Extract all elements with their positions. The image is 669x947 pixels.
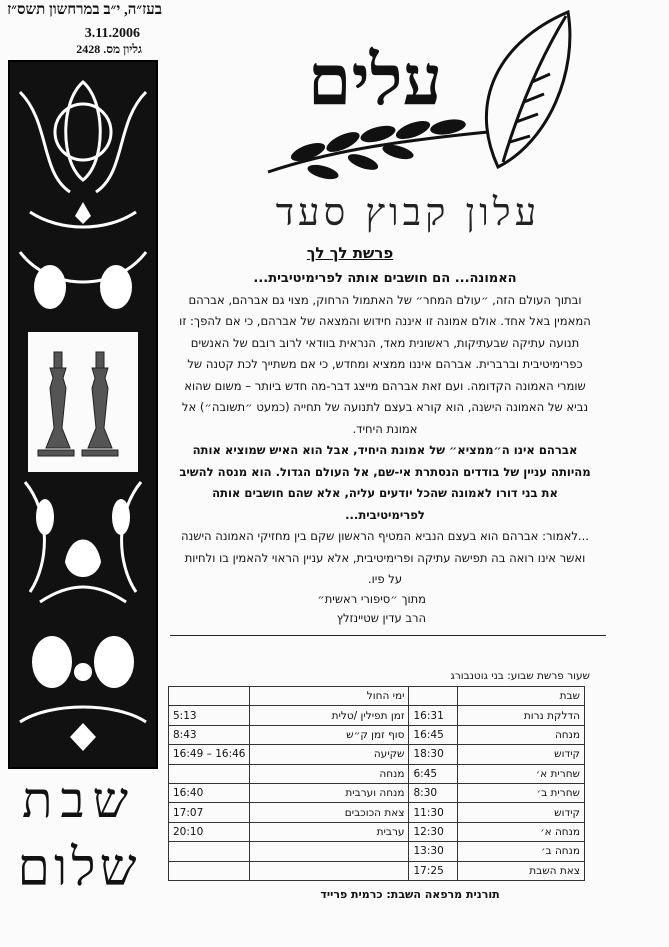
table-cell: 13:30 (409, 842, 458, 861)
masthead-title: עלים (307, 38, 443, 121)
table-cell (169, 687, 250, 706)
shabbat-greeting-word2: שלום (17, 838, 141, 898)
table-cell: מנחה ב׳ (458, 842, 585, 861)
table-cell: 16:46 – 16:49 (169, 745, 250, 764)
table-row (169, 725, 585, 744)
torah-lesson-teacher: שעור פרשת שבוע: בני גוטנבורג (450, 670, 590, 682)
shabbat-header: שבת (458, 687, 585, 706)
prayer-times-table (168, 686, 585, 881)
table-cell: 11:30 (409, 803, 458, 822)
table-cell (169, 842, 250, 861)
gregorian-date: 3.11.2006 (84, 26, 140, 41)
table-row (169, 745, 585, 764)
papercut-floral-pattern (8, 60, 158, 769)
table-cell: צאת הכוכבים (250, 803, 409, 822)
table-cell: 6:45 (409, 764, 458, 783)
table-cell (250, 842, 409, 861)
table-cell: 16:31 (409, 706, 458, 725)
source-author: הרב עדין שטיינזלץ (336, 611, 426, 625)
weekday-header: ימי החול (250, 687, 409, 706)
table-cell: הדלקת נרות (458, 706, 585, 725)
papercut-pattern-graphic (10, 62, 156, 767)
issue-number: גליון מס. 2428 (76, 42, 142, 56)
table-row (169, 764, 585, 783)
table-cell: 17:25 (409, 861, 458, 880)
article (176, 268, 594, 591)
table-cell: מנחה וערבית (250, 783, 409, 802)
table-cell: מנחה (250, 764, 409, 783)
table-cell: שחרית א׳ (458, 764, 585, 783)
table-header-row (169, 687, 585, 706)
table-cell: סוף זמן ק״ש (250, 725, 409, 744)
table-cell: 8:30 (409, 783, 458, 802)
table-row (169, 706, 585, 725)
clinic-duty-note: תורנית מרפאה השבת: כרמית פרייד (320, 888, 500, 901)
article-paragraph-1: ובתוך העולם הזה, ״עולם המחר״ של האתמול הרחוק, מצוי גם אברהם, אברהם המאמין באל אחד. אולם אמונה זו איננה חידוש והמצאה של אברהם, כי אם להפך: זו תנועה עתיקה שבעתיקות, ראשונית מאד, הנראית בוודאי לרוב רובם של האנשים כפרימיטיבית וברברית. אברהם איננו ממציא ומחדש, כי אם משתייך לכת קטנה של שומרי האמונה הקדומה. ועם זאת אברהם מייצג דבר-מה חדש ביותר – משום שהוא נביא של האמונה הישנה, הוא קורא בעצם לתנועה של תחייה (כמעט ״תשובה״) אל אמונת היחיד. (179, 292, 591, 436)
source-book: מתוך ״סיפורי ראשית״ (317, 592, 426, 606)
table-cell (409, 687, 458, 706)
table-cell: ערבית (250, 822, 409, 841)
table-cell: צאת השבת (458, 861, 585, 880)
table-cell: קידוש (458, 745, 585, 764)
table-row (169, 842, 585, 861)
table-cell: 20:10 (169, 822, 250, 841)
article-title: האמונה... הם חושבים אותה לפרימיטיבית... (253, 271, 517, 286)
table-cell: מנחה א׳ (458, 822, 585, 841)
table-cell: 8:43 (169, 725, 250, 744)
hebrew-date: בעז״ה, י״ב במרחשון תשס״ז (7, 2, 162, 18)
table-cell: 18:30 (409, 745, 458, 764)
table-row (169, 783, 585, 802)
shabbat-greeting-word1: שבת (22, 771, 136, 829)
table-cell: 12:30 (409, 822, 458, 841)
table-cell: 16:40 (169, 783, 250, 802)
parasha-title: פרשת לך לך (306, 244, 394, 262)
table-row (169, 822, 585, 841)
table-cell: שחרית ב׳ (458, 783, 585, 802)
table-cell: 16:45 (409, 725, 458, 744)
table-cell: זמן תפילין /טלית (250, 706, 409, 725)
table-row (169, 803, 585, 822)
table-cell: 5:13 (169, 706, 250, 725)
divider (170, 635, 606, 636)
article-source (226, 590, 426, 628)
table-cell: 17:07 (169, 803, 250, 822)
table-cell: שקיעה (250, 745, 409, 764)
article-paragraph-3: ...לאמור: אברהם הוא בעצם הנביא המטיף הראשון שקם בין מחזיקי האמונה הישנה ואשר אינו רואה בה תפישה עתיקה ופרימיטיבית, אלא עניין הראוי להאמין בו ולחיות על פיו. (181, 529, 589, 586)
table-cell: מנחה (458, 725, 585, 744)
table-cell: קידוש (458, 803, 585, 822)
table-cell (250, 861, 409, 880)
table-cell (169, 861, 250, 880)
table-row (169, 861, 585, 880)
article-paragraph-2: אברהם אינו ה״ממציא״ של אמונת היחיד, אבל הוא האיש שמוציא אותה מהיותה עניין של בודדים הנסתרת אי-שם, אל העולם הגדול. הוא מנסה להשיב את בני דורו לאמונה שהכל יודעים עליה, אלא שהם חושבים אותה לפרימיטיבית... (179, 443, 591, 522)
table-cell (169, 764, 250, 783)
masthead-subtitle: עלון קבוץ סעד (275, 190, 541, 234)
